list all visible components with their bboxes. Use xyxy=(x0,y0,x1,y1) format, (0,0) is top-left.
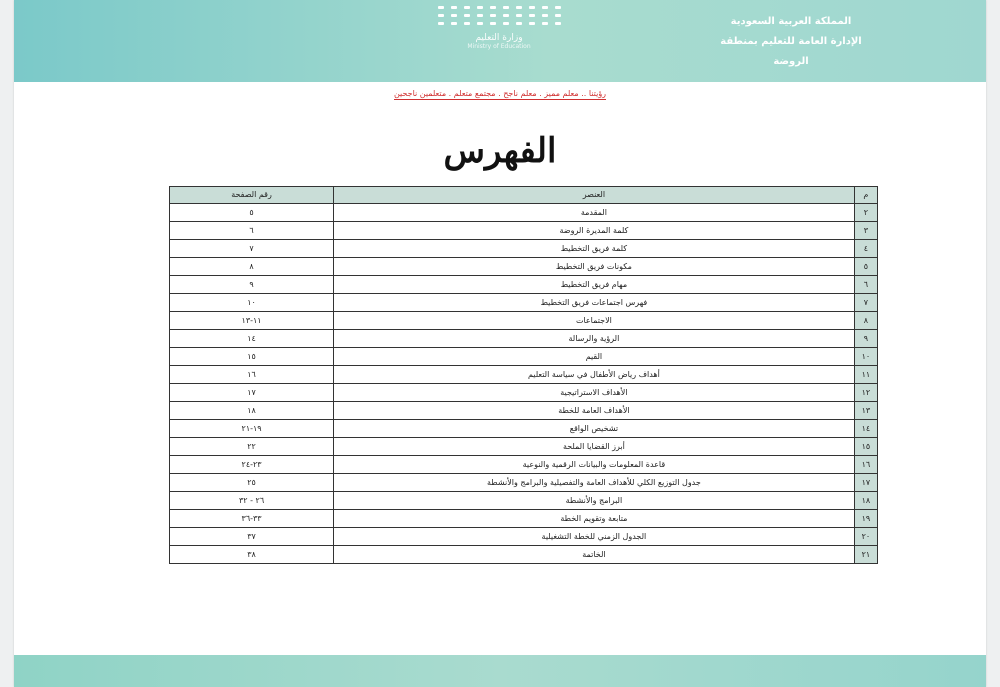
header-page: رقم الصفحة xyxy=(170,187,334,204)
footer-band xyxy=(14,655,986,687)
header-line-country: المملكة العربية السعودية xyxy=(730,16,852,27)
row-num: ١٩ xyxy=(854,510,877,528)
table-row xyxy=(170,312,878,330)
table-row xyxy=(170,546,878,564)
row-topic: البرامج والأنشطة xyxy=(334,492,855,510)
table-header-row xyxy=(170,187,878,204)
table-row xyxy=(170,510,878,528)
table-body xyxy=(170,204,878,564)
row-num: ١٠ xyxy=(854,348,877,366)
header-num: م xyxy=(854,187,877,204)
row-num: ١٣ xyxy=(854,402,877,420)
row-num: ١٨ xyxy=(854,492,877,510)
row-num: ١٦ xyxy=(854,456,877,474)
row-topic: أبرز القضايا الملحة xyxy=(334,438,855,456)
row-page: ٢٢ xyxy=(170,438,334,456)
row-topic: الأهداف الاستراتيجية xyxy=(334,384,855,402)
row-num: ٢٠ xyxy=(854,528,877,546)
row-page: ٣٨ xyxy=(170,546,334,564)
row-num: ٧ xyxy=(854,294,877,312)
row-topic: الرؤية والرسالة xyxy=(334,330,855,348)
row-num: ١٥ xyxy=(854,438,877,456)
row-page: ٣٣-٣٦ xyxy=(170,510,334,528)
page-title: الفهرس xyxy=(443,131,557,171)
row-page: ٩ xyxy=(170,276,334,294)
row-num: ١٧ xyxy=(854,474,877,492)
row-num: ٢١ xyxy=(854,546,877,564)
row-num: ٢ xyxy=(854,204,877,222)
table-row xyxy=(170,474,878,492)
row-topic: أهداف رياض الأطفال في سياسة التعليم xyxy=(334,366,855,384)
table-row xyxy=(170,402,878,420)
table-row xyxy=(170,276,878,294)
row-num: ٥ xyxy=(854,258,877,276)
row-topic: جدول التوزيع الكلي للأهداف العامة والتفصيلية والبرامج والأنشطة xyxy=(334,474,855,492)
row-page: ١٧ xyxy=(170,384,334,402)
table-row xyxy=(170,366,878,384)
row-num: ٣ xyxy=(854,222,877,240)
table-row xyxy=(170,384,878,402)
row-page: ١٤ xyxy=(170,330,334,348)
table-row xyxy=(170,456,878,474)
row-num: ١٤ xyxy=(854,420,877,438)
row-page: ١٩-٢١ xyxy=(170,420,334,438)
table-row xyxy=(170,420,878,438)
row-topic: كلمة فريق التخطيط xyxy=(334,240,855,258)
row-topic: الاجتماعات xyxy=(334,312,855,330)
row-page: ٢٥ xyxy=(170,474,334,492)
table-row xyxy=(170,204,878,222)
row-topic: كلمة المديرة الروضة xyxy=(334,222,855,240)
header-institution xyxy=(706,12,876,72)
row-num: ٦ xyxy=(854,276,877,294)
table-row xyxy=(170,240,878,258)
row-topic: الخاتمة xyxy=(334,546,855,564)
row-topic: قاعدة المعلومات والبيانات الرقمية والنوعية xyxy=(334,456,855,474)
table-row xyxy=(170,528,878,546)
row-page: ١٦ xyxy=(170,366,334,384)
row-page: ٢٦ - ٣٢ xyxy=(170,492,334,510)
table-row xyxy=(170,294,878,312)
row-page: ١٥ xyxy=(170,348,334,366)
row-page: ٦ xyxy=(170,222,334,240)
table-row xyxy=(170,222,878,240)
row-num: ١١ xyxy=(854,366,877,384)
table-row xyxy=(170,330,878,348)
row-page: ٧ xyxy=(170,240,334,258)
row-topic: تشخيص الواقع xyxy=(334,420,855,438)
logo-dots-icon xyxy=(434,4,564,25)
row-page: ١٨ xyxy=(170,402,334,420)
row-topic: متابعة وتقويم الخطة xyxy=(334,510,855,528)
document-page xyxy=(14,0,986,687)
row-num: ٩ xyxy=(854,330,877,348)
row-page: ١١-١٣ xyxy=(170,312,334,330)
table-row xyxy=(170,492,878,510)
row-topic: مهام فريق التخطيط xyxy=(334,276,855,294)
ministry-logo xyxy=(434,4,564,64)
header-line-administration: الإدارة العامة للتعليم بمنطقة xyxy=(720,36,862,47)
header-topic: العنصر xyxy=(334,187,855,204)
header-line-kindergarten: الروضة xyxy=(773,56,809,67)
row-topic: القيم xyxy=(334,348,855,366)
table-row xyxy=(170,258,878,276)
table-row xyxy=(170,438,878,456)
logo-subtext: Ministry of Education xyxy=(467,43,531,50)
row-page: ٣٧ xyxy=(170,528,334,546)
row-num: ٨ xyxy=(854,312,877,330)
row-page: ٨ xyxy=(170,258,334,276)
row-topic: الأهداف العامة للخطة xyxy=(334,402,855,420)
row-page: ١٠ xyxy=(170,294,334,312)
header-band xyxy=(14,0,986,82)
row-page: ٥ xyxy=(170,204,334,222)
row-num: ١٢ xyxy=(854,384,877,402)
row-topic: فهرس اجتماعات فريق التخطيط xyxy=(334,294,855,312)
row-page: ٢٣-٢٤ xyxy=(170,456,334,474)
row-num: ٤ xyxy=(854,240,877,258)
index-table xyxy=(169,186,878,564)
vision-subtitle-text: رؤيتنا .. معلم مميز . معلم ناجح . مجتمع متعلم . متعلمين ناجحين xyxy=(393,89,607,98)
logo-text: وزارة التعليم xyxy=(475,33,523,43)
vision-subtitle xyxy=(14,89,986,98)
row-topic: مكونات فريق التخطيط xyxy=(334,258,855,276)
row-topic: المقدمة xyxy=(334,204,855,222)
table-row xyxy=(170,348,878,366)
row-topic: الجدول الزمني للخطة التشغيلية xyxy=(334,528,855,546)
